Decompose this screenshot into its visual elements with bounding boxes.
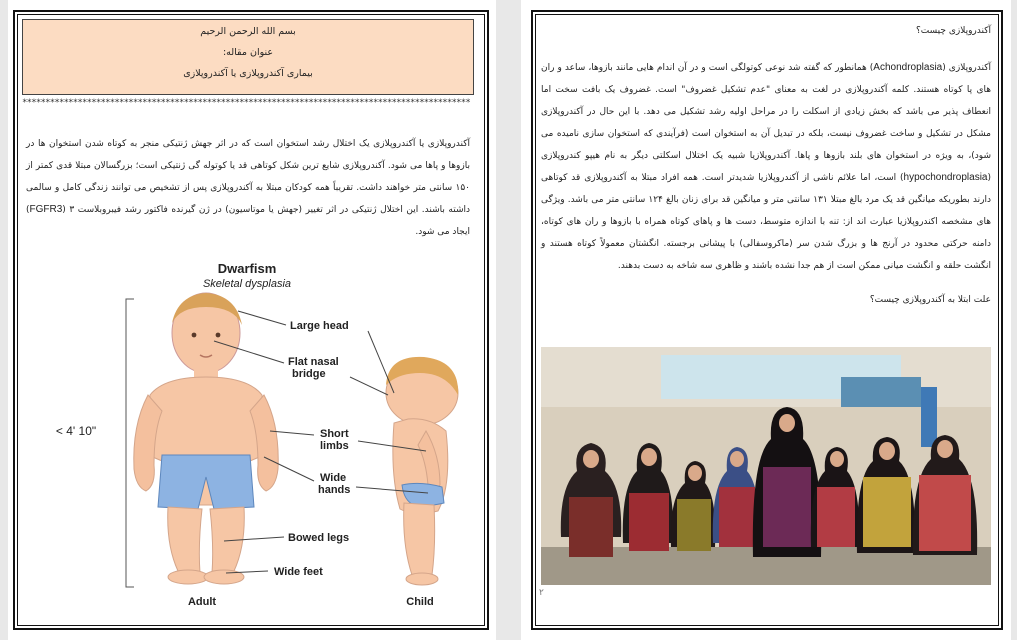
right-page: [521, 0, 1011, 640]
caption-child: Child: [406, 596, 434, 608]
label-flat-nasal: Flat nasal: [288, 356, 339, 368]
term-hypochondroplasia: hypochondroplasia: [903, 172, 988, 183]
title-box: [22, 19, 474, 95]
label-bowed-legs: Bowed legs: [288, 532, 350, 544]
intro-text: [26, 133, 470, 243]
group-photo: [541, 347, 991, 585]
left-page: [8, 0, 496, 640]
label-short: Short: [320, 428, 349, 440]
heading-what-is: آکندروپلازی چیست؟: [916, 26, 991, 36]
height-bracket: [126, 299, 134, 587]
caption-adult: Adult: [187, 596, 217, 608]
intro-paragraph: [26, 133, 470, 243]
definition-part-1: آکندروپلازی (: [942, 63, 991, 73]
label-wide: Wide: [320, 472, 347, 484]
label-wide-feet: Wide feet: [274, 566, 323, 578]
child-illustration: [386, 357, 458, 585]
adult-illustration: [134, 293, 278, 584]
definition-paragraph: [541, 57, 991, 277]
fgfr3-term: FGFR3: [29, 204, 63, 215]
label-limbs: limbs: [320, 440, 349, 452]
article-label: عنوان مقاله:: [222, 47, 274, 58]
page-number: ۲: [539, 588, 544, 598]
height-label: < 4' 10": [55, 424, 97, 438]
figure-title: Dwarfism: [217, 261, 277, 276]
term-achondroplasia: Achondroplasia: [873, 62, 943, 73]
label-hands: hands: [318, 484, 351, 496]
article-title: بیماری آکندروپلازی یا آکندروپلازی: [183, 68, 313, 79]
heading-cause: علت ابتلا به آکندروپلازی چیست؟: [869, 295, 991, 305]
dwarfism-figure: [28, 255, 476, 613]
page-gap: [496, 0, 521, 640]
intro-text-part: آکندروپلازی یا آکندروپلازی یک اختلال رشد استخوان است که در اثر جهش ژنتیکی منجر به کوتاه شدن استخوان ها در بازوها و پاها می شود. آکندروپلازی شایع ترین شکل کوتاهی قد یا کوتوله گی ژنتیکی است؛ بزرگسالان مبتلا قدی کمتر از ۱۵۰ سانتی متر خواهند داشت. تقریباً همه کودکان مبتلا به آکندروپلازی پس از تشخیص می توانند زندگی کامل و سالمی داشته باشند. این اختلال ژنتیکی در اثر تغییر (جهش یا موتاسیون) در ژن گیرنده فاکتور رشد فیبروبلاست ۳ (: [26, 139, 471, 215]
label-bridge: bridge: [292, 368, 326, 380]
main-text: [541, 20, 991, 326]
star-separator: *************************************************************************************************: [22, 98, 470, 108]
label-large-head: Large head: [290, 320, 349, 332]
figure-subtitle: Skeletal dysplasia: [202, 278, 292, 290]
definition-part-2: ) همانطور که گفته شد نوعی کوتولگی است و در آن اندام هایی مانند بازوها، ساعد و ران های پا کوتاه هستند. کلمه آکندروپلازی در لغت به معنای "عدم تشکیل غضروف" است. غضروف یک بافت سخت اما انعطاف پذیر می باشد که بخش زیادی از اسکلت را در مراحل اولیه رشد تشکیل می دهد. با این حال در آکندروپلازی مشکل در تشکیل و ساخت غضروف نیست، بلکه در تبدیل آن به استخوان است (فرآیندی که استخوان سازی نامیده می شود)، به ویژه در استخوان های بلند بازوها و پاها. آکندروپلازیا شبیه یک اختلال اسکلتی دیگر به نام هیپو کندروپلازی (: [541, 63, 991, 183]
definition-part-3: ) است، اما علائم ناشی از آکندروپلازیا شدیدتر است. همه افراد مبتلا به آکندروپلازی قد کوتاهی دارند بطوریکه میانگین قد یک مرد بالغ مبتلا ۱۳۱ سانتی متر و میانگین قد برای زنان بالغ ۱۲۴ سانتی متر می باشد. ویژگی های مشخصه اکندروپلازیا عبارت اند از: تنه با اندازه متوسط، دست ها و پاهای کوتاه همراه با بازوها و ران های کوتاه، دامنه حرکتی محدود در آرنج ها و بزرگ شدن سر (ماکروسفالی) با پیشانی برجسته. انگشتان معمولاً کوتاه هستند و انگشت حلقه و انگشت میانی ممکن است از هم جدا نشده باشند و ظاهری سه شاخه به دست بدهند.: [541, 173, 991, 271]
intro-text-end: ) ایجاد می شود.: [26, 205, 470, 237]
basmala: بسم الله الرحمن الرحیم: [200, 26, 296, 37]
